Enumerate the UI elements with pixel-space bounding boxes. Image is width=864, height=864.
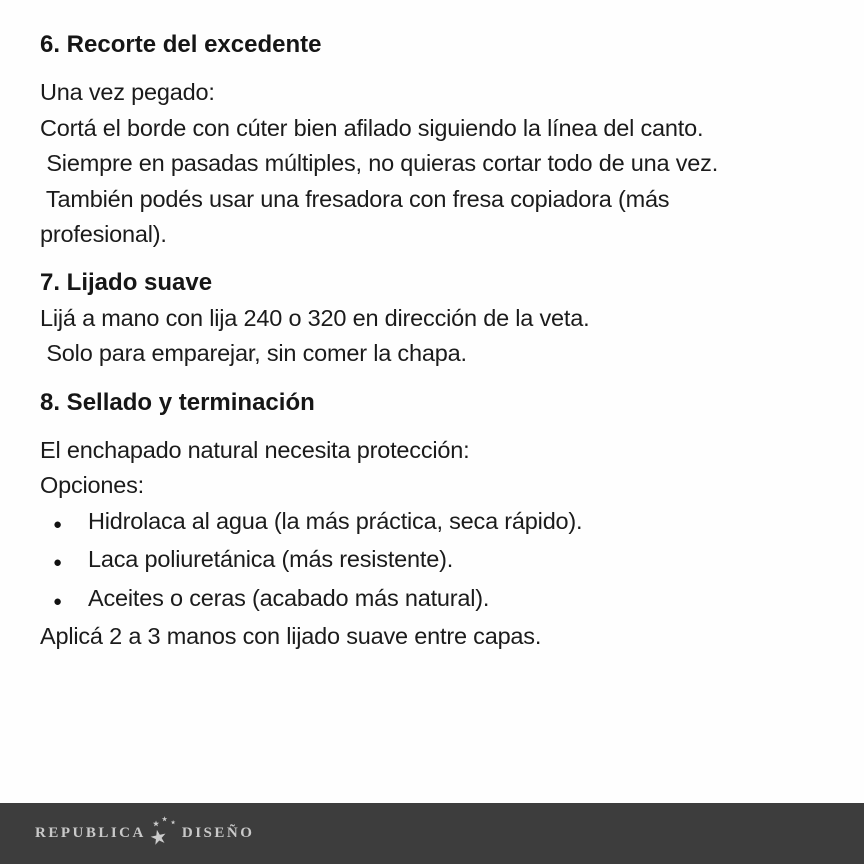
star-icon: ★ <box>149 826 168 848</box>
section-recorte-del-excedente <box>40 27 834 253</box>
list-item-text: Laca poliuretánica (más resistente). <box>88 546 454 572</box>
paragraph-line: Una vez pegado: <box>40 79 215 105</box>
list-item <box>40 581 834 620</box>
list-item-text: Hidrolaca al agua (la más práctica, seca rápido). <box>88 507 583 534</box>
list-item <box>40 542 834 581</box>
star-icon: ★ <box>152 819 160 828</box>
section-heading: 8. Sellado y terminación <box>40 388 315 416</box>
section-sellado-y-terminacion <box>40 385 834 655</box>
section-lijado-suave <box>40 265 834 372</box>
section-heading: 7. Lijado suave <box>40 268 213 296</box>
logo-text-diseno: DISEÑO <box>181 825 255 841</box>
paragraph-line: Aplicá 2 a 3 manos con lijado suave entre capas. <box>40 623 542 649</box>
paragraph-line: Opciones: <box>40 472 145 498</box>
bullet-icon: ● <box>53 515 63 533</box>
star-icon: ★ <box>161 816 168 823</box>
star-cluster-icon <box>150 817 180 851</box>
paragraph-line: Lijá a mano con lija 240 o 320 en dirección de la veta. <box>40 304 590 331</box>
logo-text-republica: REPUBLICA <box>35 825 146 841</box>
paragraph-line: profesional). <box>40 221 167 247</box>
paragraph-line: El enchapado natural necesita protección: <box>40 436 470 463</box>
bullet-icon: ● <box>53 592 63 610</box>
paragraph-line: Siempre en pasadas múltiples, no quieras cortar todo de una vez. <box>40 150 719 176</box>
section-heading: 6. Recorte del excedente <box>40 31 322 58</box>
bullet-icon: ● <box>53 554 63 571</box>
footer-bar <box>0 803 864 864</box>
republica-diseno-logo <box>35 817 254 851</box>
list-item <box>40 504 834 543</box>
paragraph-line: Cortá el borde con cúter bien afilado siguiendo la línea del canto. <box>40 114 704 141</box>
paragraph-line: También podés usar una fresadora con fresa copiadora (más <box>40 185 670 212</box>
list-item-text: Aceites o ceras (acabado más natural). <box>88 584 490 611</box>
star-icon: ★ <box>170 820 176 826</box>
paragraph-line: Solo para emparejar, sin comer la chapa. <box>40 340 467 366</box>
